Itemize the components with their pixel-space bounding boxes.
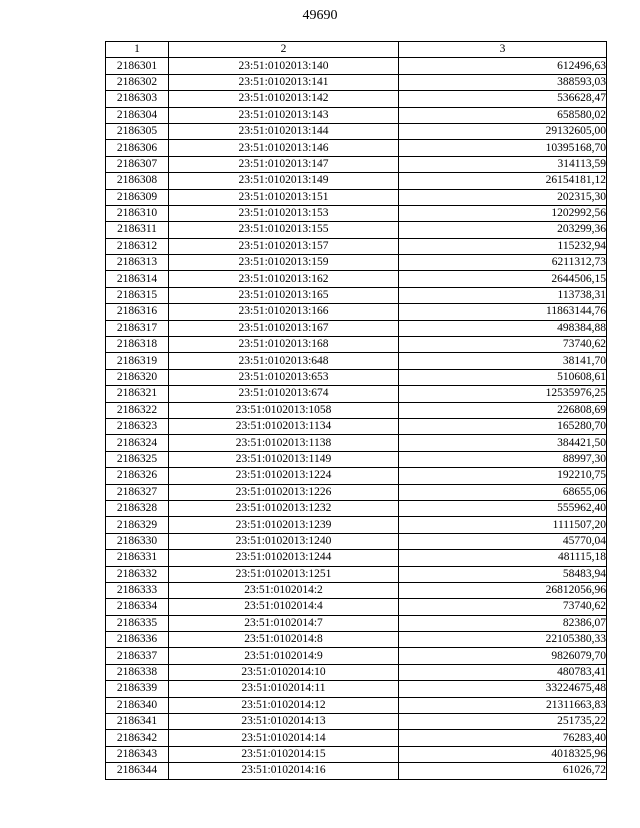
- table-row: [106, 123, 607, 139]
- row-number-cell: 2186325: [106, 451, 169, 467]
- row-number-cell: 2186322: [106, 402, 169, 418]
- cadastral-number-cell: 23:51:0102014:11: [169, 681, 399, 697]
- cadastral-value-cell: 251735,22: [399, 714, 607, 730]
- cadastral-value-cell: 165280,70: [399, 418, 607, 434]
- table-row: [106, 402, 607, 418]
- row-number-cell: 2186334: [106, 599, 169, 615]
- table-row: [106, 500, 607, 516]
- row-number-cell: 2186309: [106, 189, 169, 205]
- cadastral-number-cell: 23:51:0102014:14: [169, 730, 399, 746]
- cadastral-number-cell: 23:51:0102013:168: [169, 337, 399, 353]
- cadastral-number-cell: 23:51:0102013:155: [169, 222, 399, 238]
- table-row: [106, 287, 607, 303]
- cadastral-value-cell: 61026,72: [399, 763, 607, 779]
- cadastral-number-cell: 23:51:0102014:12: [169, 697, 399, 713]
- cadastral-number-cell: 23:51:0102013:653: [169, 369, 399, 385]
- table-row: [106, 746, 607, 762]
- cadastral-number-cell: 23:51:0102014:4: [169, 599, 399, 615]
- table-row: [106, 681, 607, 697]
- row-number-cell: 2186315: [106, 287, 169, 303]
- row-number-cell: 2186330: [106, 533, 169, 549]
- cadastral-number-cell: 23:51:0102013:1232: [169, 500, 399, 516]
- cadastral-value-cell: 113738,31: [399, 287, 607, 303]
- table-row: [106, 730, 607, 746]
- table-row: [106, 353, 607, 369]
- table-row: [106, 255, 607, 271]
- table-row: [106, 615, 607, 631]
- cadastral-number-cell: 23:51:0102013:1134: [169, 418, 399, 434]
- cadastral-value-cell: 510608,61: [399, 369, 607, 385]
- table-row: [106, 222, 607, 238]
- table-row: [106, 664, 607, 680]
- row-number-cell: 2186318: [106, 337, 169, 353]
- table-row: [106, 582, 607, 598]
- row-number-cell: 2186311: [106, 222, 169, 238]
- cadastral-value-cell: 658580,02: [399, 107, 607, 123]
- row-number-cell: 2186316: [106, 304, 169, 320]
- cadastral-number-cell: 23:51:0102013:1240: [169, 533, 399, 549]
- row-number-cell: 2186306: [106, 140, 169, 156]
- row-number-cell: 2186342: [106, 730, 169, 746]
- row-number-cell: 2186302: [106, 74, 169, 90]
- table-row: [106, 517, 607, 533]
- cadastral-value-cell: 2644506,15: [399, 271, 607, 287]
- page-number: 49690: [302, 8, 338, 23]
- table-row: [106, 238, 607, 254]
- cadastral-value-cell: 115232,94: [399, 238, 607, 254]
- cadastral-value-cell: 612496,63: [399, 58, 607, 74]
- cadastral-number-cell: 23:51:0102013:144: [169, 123, 399, 139]
- cadastral-number-cell: 23:51:0102013:146: [169, 140, 399, 156]
- cadastral-value-cell: 192210,75: [399, 468, 607, 484]
- row-number-cell: 2186335: [106, 615, 169, 631]
- row-number-cell: 2186324: [106, 435, 169, 451]
- cadastral-value-cell: 480783,41: [399, 664, 607, 680]
- row-number-cell: 2186340: [106, 697, 169, 713]
- table-row: [106, 369, 607, 385]
- cadastral-number-cell: 23:51:0102013:1244: [169, 550, 399, 566]
- table-header: [106, 42, 607, 58]
- row-number-cell: 2186308: [106, 173, 169, 189]
- row-number-cell: 2186336: [106, 632, 169, 648]
- row-number-cell: 2186344: [106, 763, 169, 779]
- cadastral-number-cell: 23:51:0102014:2: [169, 582, 399, 598]
- cadastral-value-cell: 73740,62: [399, 599, 607, 615]
- cadastral-value-cell: 88997,30: [399, 451, 607, 467]
- table-row: [106, 418, 607, 434]
- cadastral-number-cell: 23:51:0102013:153: [169, 205, 399, 221]
- cadastral-number-cell: 23:51:0102014:7: [169, 615, 399, 631]
- cadastral-value-cell: 10395168,70: [399, 140, 607, 156]
- cadastral-value-cell: 58483,94: [399, 566, 607, 582]
- cadastral-number-cell: 23:51:0102014:16: [169, 763, 399, 779]
- cadastral-value-cell: 9826079,70: [399, 648, 607, 664]
- row-number-cell: 2186329: [106, 517, 169, 533]
- cadastral-value-cell: 498384,88: [399, 320, 607, 336]
- row-number-cell: 2186303: [106, 91, 169, 107]
- header-row: [106, 42, 607, 58]
- table-row: [106, 320, 607, 336]
- cadastral-value-cell: 226808,69: [399, 402, 607, 418]
- table-row: [106, 58, 607, 74]
- cadastral-number-cell: 23:51:0102013:1239: [169, 517, 399, 533]
- table-body: [106, 58, 607, 779]
- cadastral-number-cell: 23:51:0102013:157: [169, 238, 399, 254]
- cadastral-value-cell: 38141,70: [399, 353, 607, 369]
- row-number-cell: 2186312: [106, 238, 169, 254]
- cadastral-value-cell: 1202992,56: [399, 205, 607, 221]
- cadastral-number-cell: 23:51:0102014:10: [169, 664, 399, 680]
- row-number-cell: 2186343: [106, 746, 169, 762]
- table-row: [106, 484, 607, 500]
- table-row: [106, 566, 607, 582]
- cadastral-value-cell: 76283,40: [399, 730, 607, 746]
- cadastral-number-cell: 23:51:0102013:1251: [169, 566, 399, 582]
- row-number-cell: 2186331: [106, 550, 169, 566]
- cadastral-number-cell: 23:51:0102013:1226: [169, 484, 399, 500]
- row-number-cell: 2186307: [106, 156, 169, 172]
- cadastral-number-cell: 23:51:0102014:15: [169, 746, 399, 762]
- cadastral-value-cell: 314113,59: [399, 156, 607, 172]
- column-header-1: 1: [106, 42, 169, 58]
- table-row: [106, 173, 607, 189]
- table-row: [106, 107, 607, 123]
- table-row: [106, 189, 607, 205]
- row-number-cell: 2186314: [106, 271, 169, 287]
- table-row: [106, 337, 607, 353]
- row-number-cell: 2186323: [106, 418, 169, 434]
- cadastral-value-cell: 26812056,96: [399, 582, 607, 598]
- column-header-3: 3: [399, 42, 607, 58]
- table-row: [106, 156, 607, 172]
- cadastral-number-cell: 23:51:0102013:166: [169, 304, 399, 320]
- cadastral-value-cell: 555962,40: [399, 500, 607, 516]
- cadastral-value-cell: 481115,18: [399, 550, 607, 566]
- cadastral-value-cell: 45770,04: [399, 533, 607, 549]
- row-number-cell: 2186320: [106, 369, 169, 385]
- cadastral-value-cell: 68655,06: [399, 484, 607, 500]
- row-number-cell: 2186321: [106, 386, 169, 402]
- table-row: [106, 550, 607, 566]
- table-row: [106, 451, 607, 467]
- row-number-cell: 2186338: [106, 664, 169, 680]
- cadastral-value-cell: 6211312,73: [399, 255, 607, 271]
- cadastral-value-cell: 388593,03: [399, 74, 607, 90]
- cadastral-value-cell: 11863144,76: [399, 304, 607, 320]
- cadastral-value-cell: 82386,07: [399, 615, 607, 631]
- cadastral-number-cell: 23:51:0102013:140: [169, 58, 399, 74]
- cadastral-number-cell: 23:51:0102013:149: [169, 173, 399, 189]
- table-row: [106, 697, 607, 713]
- cadastral-number-cell: 23:51:0102013:162: [169, 271, 399, 287]
- cadastral-number-cell: 23:51:0102014:9: [169, 648, 399, 664]
- row-number-cell: 2186341: [106, 714, 169, 730]
- cadastral-number-cell: 23:51:0102013:1224: [169, 468, 399, 484]
- row-number-cell: 2186332: [106, 566, 169, 582]
- table-row: [106, 714, 607, 730]
- cadastral-value-cell: 22105380,33: [399, 632, 607, 648]
- cadastral-number-cell: 23:51:0102013:141: [169, 74, 399, 90]
- table-row: [106, 632, 607, 648]
- cadastral-value-cell: 384421,50: [399, 435, 607, 451]
- cadastral-value-cell: 536628,47: [399, 91, 607, 107]
- table-row: [106, 533, 607, 549]
- cadastral-number-cell: 23:51:0102013:1138: [169, 435, 399, 451]
- row-number-cell: 2186305: [106, 123, 169, 139]
- row-number-cell: 2186326: [106, 468, 169, 484]
- cadastral-number-cell: 23:51:0102013:674: [169, 386, 399, 402]
- cadastral-value-table: [105, 41, 607, 780]
- cadastral-value-cell: 1111507,20: [399, 517, 607, 533]
- table-row: [106, 763, 607, 779]
- cadastral-value-cell: 12535976,25: [399, 386, 607, 402]
- row-number-cell: 2186301: [106, 58, 169, 74]
- table-row: [106, 91, 607, 107]
- row-number-cell: 2186327: [106, 484, 169, 500]
- cadastral-value-cell: 21311663,83: [399, 697, 607, 713]
- cadastral-number-cell: 23:51:0102013:1149: [169, 451, 399, 467]
- row-number-cell: 2186339: [106, 681, 169, 697]
- cadastral-value-cell: 29132605,00: [399, 123, 607, 139]
- table-row: [106, 140, 607, 156]
- table-row: [106, 304, 607, 320]
- cadastral-number-cell: 23:51:0102013:1058: [169, 402, 399, 418]
- cadastral-number-cell: 23:51:0102013:648: [169, 353, 399, 369]
- cadastral-number-cell: 23:51:0102014:8: [169, 632, 399, 648]
- table-row: [106, 468, 607, 484]
- row-number-cell: 2186328: [106, 500, 169, 516]
- cadastral-number-cell: 23:51:0102013:165: [169, 287, 399, 303]
- row-number-cell: 2186337: [106, 648, 169, 664]
- cadastral-number-cell: 23:51:0102013:151: [169, 189, 399, 205]
- table-row: [106, 599, 607, 615]
- row-number-cell: 2186310: [106, 205, 169, 221]
- cadastral-number-cell: 23:51:0102014:13: [169, 714, 399, 730]
- cadastral-value-cell: 33224675,48: [399, 681, 607, 697]
- table-row: [106, 205, 607, 221]
- cadastral-value-cell: 73740,62: [399, 337, 607, 353]
- table-row: [106, 74, 607, 90]
- cadastral-value-cell: 202315,30: [399, 189, 607, 205]
- row-number-cell: 2186313: [106, 255, 169, 271]
- table-row: [106, 435, 607, 451]
- cadastral-value-cell: 26154181,12: [399, 173, 607, 189]
- row-number-cell: 2186319: [106, 353, 169, 369]
- cadastral-value-cell: 4018325,96: [399, 746, 607, 762]
- cadastral-number-cell: 23:51:0102013:142: [169, 91, 399, 107]
- column-header-2: 2: [169, 42, 399, 58]
- table-row: [106, 386, 607, 402]
- cadastral-value-cell: 203299,36: [399, 222, 607, 238]
- cadastral-number-cell: 23:51:0102013:143: [169, 107, 399, 123]
- table-row: [106, 648, 607, 664]
- row-number-cell: 2186317: [106, 320, 169, 336]
- row-number-cell: 2186304: [106, 107, 169, 123]
- cadastral-number-cell: 23:51:0102013:159: [169, 255, 399, 271]
- cadastral-number-cell: 23:51:0102013:167: [169, 320, 399, 336]
- row-number-cell: 2186333: [106, 582, 169, 598]
- cadastral-number-cell: 23:51:0102013:147: [169, 156, 399, 172]
- table-row: [106, 271, 607, 287]
